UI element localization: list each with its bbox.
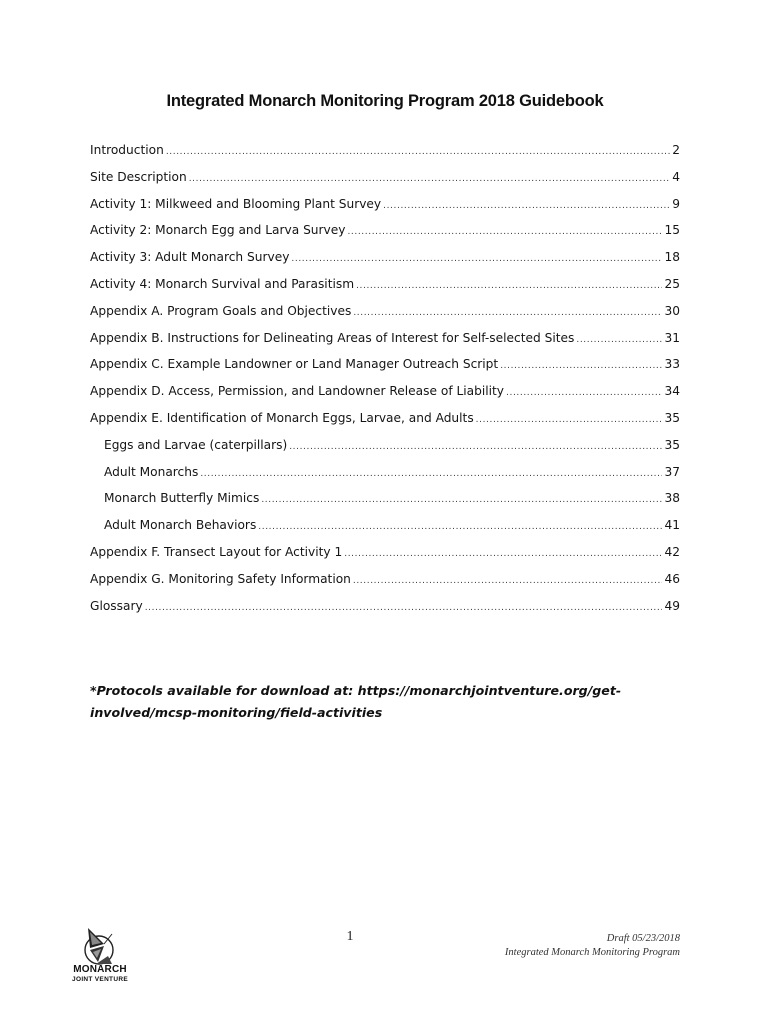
- toc-dot-leader: [576, 335, 662, 345]
- toc-entry-label: Adult Monarch Behaviors: [104, 518, 257, 533]
- logo-line-2: JOINT VENTURE: [72, 976, 128, 983]
- toc-dot-leader: [506, 388, 662, 398]
- toc-entry-label: Appendix A. Program Goals and Objectives: [90, 303, 352, 318]
- toc-dot-leader: [289, 442, 662, 452]
- toc-entry-label: Introduction: [90, 143, 164, 157]
- toc-entry-label: Activity 2: Monarch Egg and Larva Survey: [90, 223, 346, 238]
- toc-entry-page: 9: [672, 196, 680, 211]
- toc-entry-label: Appendix B. Instructions for Delineating Areas of Interest for Self-selected Sites: [90, 330, 575, 345]
- toc-dot-leader: [356, 281, 662, 291]
- toc-entry[interactable]: [90, 223, 680, 250]
- toc-entry-label: Activity 4: Monarch Survival and Parasitism: [90, 276, 355, 291]
- toc-dot-leader: [145, 603, 663, 613]
- toc-entry[interactable]: [90, 518, 680, 545]
- toc-entry-page: 4: [672, 169, 680, 184]
- toc-dot-leader: [476, 415, 663, 425]
- toc-entry-label: Activity 3: Adult Monarch Survey: [90, 250, 290, 265]
- toc-entry[interactable]: [90, 384, 680, 411]
- toc-entry-page: 37: [664, 464, 680, 479]
- toc-entry-label: Eggs and Larvae (caterpillars): [104, 437, 288, 452]
- footer-info: [505, 932, 680, 960]
- toc-entry[interactable]: [90, 304, 680, 331]
- protocols-note: *Protocols available for download at: https://monarchjointventure.org/get-involved/mcsp-monitoring/field-activities: [90, 683, 622, 720]
- toc-entry-page: 42: [664, 544, 680, 559]
- toc-entry[interactable]: [90, 250, 680, 277]
- toc-entry-label: Activity 1: Milkweed and Blooming Plant Survey: [90, 196, 382, 211]
- toc-entry-page: 35: [664, 410, 680, 425]
- toc-entry[interactable]: [90, 572, 680, 599]
- toc-entry[interactable]: [90, 465, 680, 492]
- toc-entry-page: 33: [664, 357, 680, 372]
- toc-entry-page: 30: [664, 303, 680, 318]
- toc-entry[interactable]: [90, 170, 680, 197]
- toc-entry-page: 15: [664, 223, 680, 238]
- toc-dot-leader: [200, 469, 662, 479]
- footer-program-name: Integrated Monarch Monitoring Program: [504, 947, 680, 958]
- logo-line-1: MONARCH: [73, 964, 127, 975]
- toc-dot-leader: [291, 254, 662, 264]
- toc-entry-label: Adult Monarchs: [104, 464, 199, 479]
- toc-dot-leader: [383, 201, 670, 211]
- toc-entry-label: Appendix C. Example Landowner or Land Manager Outreach Script: [90, 357, 499, 372]
- toc-entry-label: Site Description: [90, 169, 187, 184]
- footer-page-number: 1: [346, 929, 354, 944]
- toc-entry[interactable]: [90, 143, 680, 170]
- toc-entry-label: Glossary: [90, 598, 143, 613]
- toc-entry-page: 31: [664, 330, 680, 345]
- toc-entry-page: 46: [664, 571, 680, 586]
- document-title: Integrated Monarch Monitoring Program 2018 Guidebook: [166, 92, 604, 110]
- toc-dot-leader: [353, 308, 662, 318]
- toc-entry-page: 35: [664, 437, 680, 452]
- toc-entry-page: 34: [664, 384, 680, 399]
- toc-dot-leader: [353, 576, 663, 586]
- toc-entry-page: 38: [664, 491, 680, 506]
- footer-draft-date: Draft 05/23/2018: [606, 933, 680, 944]
- toc-entry-page: 2: [672, 143, 680, 157]
- toc-entry[interactable]: [90, 599, 680, 626]
- toc-entry[interactable]: [90, 197, 680, 224]
- toc-dot-leader: [347, 227, 662, 237]
- toc-entry-page: 41: [664, 518, 680, 533]
- toc-entry[interactable]: [90, 411, 680, 438]
- toc-entry[interactable]: [90, 491, 680, 518]
- toc-entry[interactable]: [90, 331, 680, 358]
- toc-entry-label: Appendix D. Access, Permission, and Landowner Release of Liability: [90, 384, 505, 399]
- toc-dot-leader: [500, 361, 662, 371]
- toc-entry[interactable]: [90, 357, 680, 384]
- toc-dot-leader: [261, 495, 662, 505]
- monarch-joint-venture-logo: [60, 920, 140, 990]
- toc-entry[interactable]: [90, 545, 680, 572]
- toc-dot-leader: [258, 522, 662, 532]
- toc-entry[interactable]: [90, 438, 680, 465]
- toc-entry-label: Appendix F. Transect Layout for Activity 1: [90, 544, 343, 559]
- toc-entry-page: 49: [664, 598, 680, 613]
- toc-entry-page: 25: [664, 276, 680, 291]
- toc-entry-label: Appendix E. Identification of Monarch Eggs, Larvae, and Adults: [90, 410, 474, 425]
- toc-entry-label: Appendix G. Monitoring Safety Information: [90, 571, 351, 586]
- toc-entry-label: Monarch Butterfly Mimics: [104, 491, 260, 506]
- toc-dot-leader: [166, 147, 670, 157]
- toc-dot-leader: [189, 174, 671, 184]
- table-of-contents: [90, 143, 680, 625]
- toc-entry-page: 18: [664, 250, 680, 265]
- toc-entry[interactable]: [90, 277, 680, 304]
- toc-dot-leader: [344, 549, 662, 559]
